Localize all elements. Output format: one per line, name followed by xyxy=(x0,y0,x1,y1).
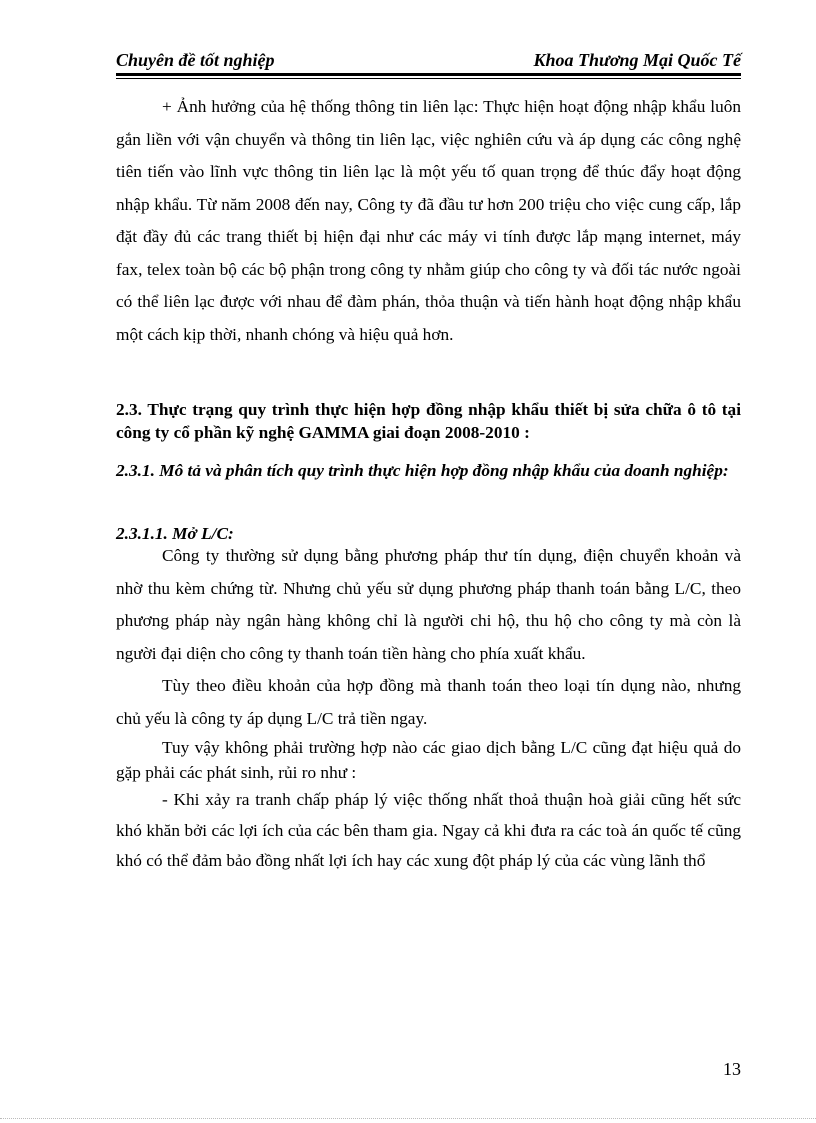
paragraph-credit-type: Tùy theo điều khoản của hợp đồng mà thanh toán theo loại tín dụng nào, nhưng chủ yếu là công ty áp dụng L/C trả tiền ngay. xyxy=(116,676,741,728)
header-rule-thin xyxy=(116,78,741,79)
heading-section-2-3: 2.3. Thực trạng quy trình thực hiện hợp đồng nhập khẩu thiết bị sửa chữa ô tô tại công ty cổ phần kỹ nghệ GAMMA giai đoạn 2008-2010 : xyxy=(116,400,741,442)
paragraph-payment-methods: Công ty thường sử dụng bằng phương pháp thư tín dụng, điện chuyển khoản và nhờ thu kèm chứng từ. Nhưng chủ yếu sử dụng phương pháp thanh toán bằng L/C, theo phương pháp này ngân hàng không chỉ là người chi hộ, thu hộ cho công ty mà còn là người đại diện cho công ty thanh toán tiền hàng cho phía xuất khẩu. xyxy=(116,546,741,663)
paragraph-risks-intro: Tuy vậy không phải trường hợp nào các giao dịch bằng L/C cũng đạt hiệu quả do gặp phải các phát sinh, rủi ro như : xyxy=(116,738,741,782)
heading-section-2-3-1: 2.3.1. Mô tả và phân tích quy trình thực hiện hợp đồng nhập khẩu của doanh nghiệp: xyxy=(116,461,729,480)
page-header xyxy=(116,48,741,72)
heading-section-2-3-1-1: 2.3.1.1. Mở L/C: xyxy=(116,524,234,543)
page-number: 13 xyxy=(723,1059,741,1079)
footer-dotted-border xyxy=(0,1118,816,1119)
header-rule-thick xyxy=(116,73,741,76)
lc-section xyxy=(116,540,741,877)
header-left-title: Chuyên đề tốt nghiệp xyxy=(116,50,275,70)
paragraph-communication: + Ảnh hưởng của hệ thống thông tin liên lạc: Thực hiện hoạt động nhập khẩu luôn gắn liền với vận chuyển và thông tin liên lạc, việc nghiên cứu và áp dụng các công nghệ tiên tiến vào lĩnh vực thông tin liên lạc là một yếu tố quan trọng để thúc đẩy hoạt động nhập khẩu. Từ năm 2008 đến nay, Công ty đã đầu tư hơn 200 triệu cho việc cung cấp, lắp đặt đầy đủ các trang thiết bị hiện đại như các máy vi tính được lắp mạng internet, máy fax, telex toàn bộ các bộ phận trong công ty nhằm giúp cho công ty và đối tác nước ngoài có thể liên lạc được với nhau để đàm phán, thỏa thuận và tiến hành hoạt động nhập khẩu một cách kịp thời, nhanh chóng và hiệu quả hơn. xyxy=(116,97,741,344)
header-right-title: Khoa Thương Mại Quốc Tế xyxy=(533,50,741,70)
paragraph-dispute: - Khi xảy ra tranh chấp pháp lý việc thống nhất thoả thuận hoà giải cũng hết sức khó khăn bởi các lợi ích của các bên tham gia. Ngay cả khi đưa ra các toà án quốc tế cũng khó có thể đảm bảo đồng nhất lợi ích hay các xung đột pháp lý của các vùng lãnh thổ xyxy=(116,790,741,870)
communication-section xyxy=(116,91,741,351)
